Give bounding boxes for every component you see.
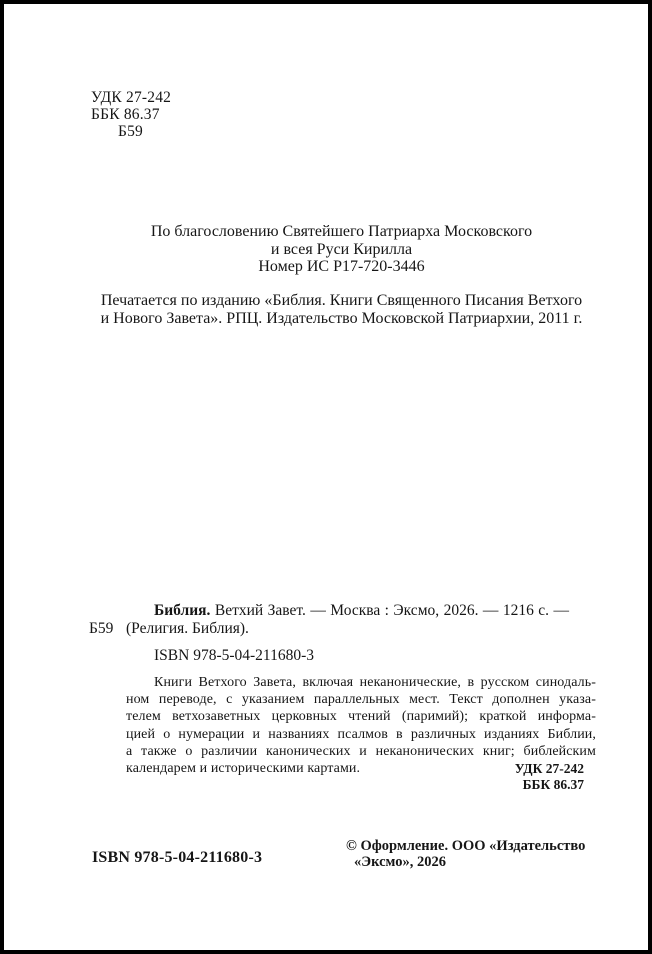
annotation-line: Книги Ветхого Завета, включая неканонические, в русском синодаль- [154,675,596,690]
annotation-line: а также о различии канонических и неканонических книг; библейским [126,743,596,759]
copyright-block [346,839,592,871]
footer-isbn: ISBN 978-5-04-211680-3 [92,849,263,866]
annotation-line: телем ветхозаветных церковных чтений (паримий); краткой информа- [126,709,596,725]
catalog-series-line: (Религия. Библия). [126,620,249,637]
udk-code-footer: УДК 27-242 [514,761,584,776]
catalog-isbn: ISBN 978-5-04-211680-3 [154,647,315,664]
blessing-block-line: и всея Руси Кирилла [270,240,413,258]
blessing-block-line: Номер ИС Р17-720-3446 [258,258,425,275]
copyright-block-line: «Эксмо», 2026 [354,853,446,870]
annotation-line: цией о нумерации и названиях псалмов в различных изданиях Библии, [126,726,596,742]
source-edition-block-line: Печатается по изданию «Библия. Книги Священного Писания Ветхого [100,292,583,309]
catalog-title-bold: Библия. [154,602,211,619]
udk-code: УДК 27-242 [91,89,172,106]
copyright-block-line: © Оформление. ООО «Издательство [346,838,586,854]
source-edition-block [89,292,594,327]
classification-codes-footer [515,761,584,792]
source-edition-block-line: и Нового Завета». РПЦ. Издательство Московской Патриархии, 2011 г. [100,309,583,327]
catalog-author-sign: Б59 [89,620,114,637]
annotation-line: календарем и историческими картами. [126,761,361,777]
catalog-entry [126,602,596,638]
blessing-block [89,223,594,276]
bbk-code-footer: ББК 86.37 [522,776,584,792]
author-sign: Б59 [118,123,144,140]
catalog-title-line [154,602,569,620]
blessing-block-line: По благословению Святейшего Патриарха Московского [150,223,533,240]
catalog-title-rest: Ветхий Завет. — Москва : Эксмо, 2026. — 1216 с. — [210,602,569,619]
classification-codes [91,89,171,140]
bbk-code: ББК 86.37 [91,106,160,123]
annotation-line: ном переводе, с указанием параллельных мест. Текст дополнен указа- [126,692,596,708]
